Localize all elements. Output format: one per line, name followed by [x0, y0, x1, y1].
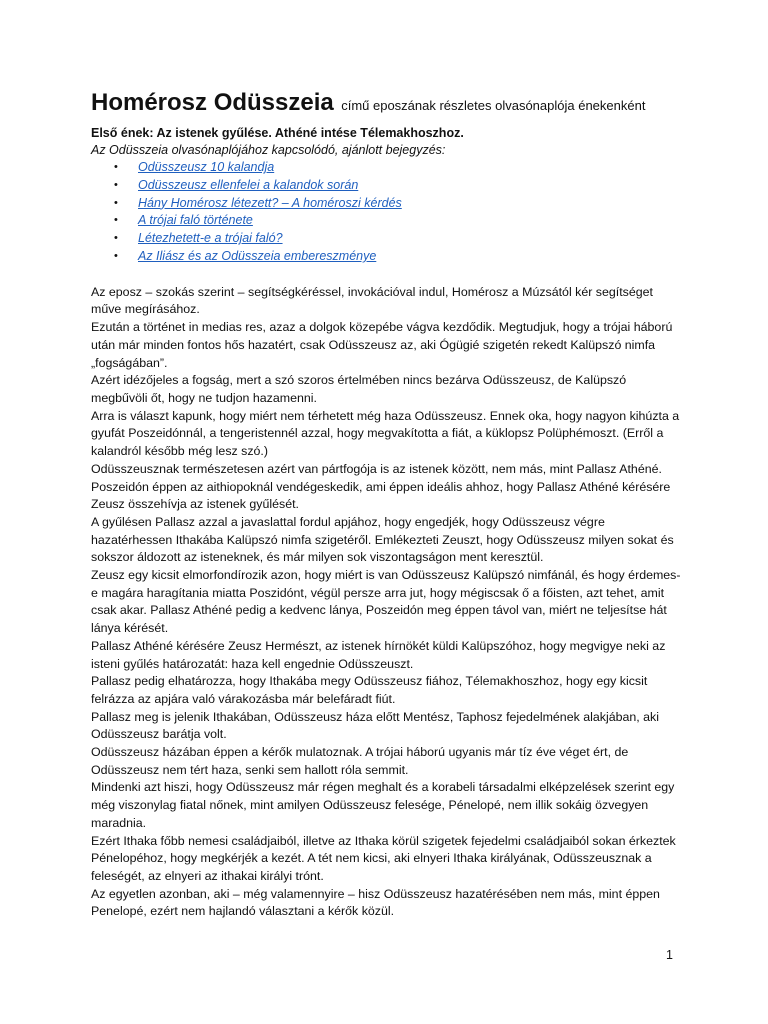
recommended-links-list	[91, 159, 683, 266]
paragraph: Odüsszeusz házában éppen a kérők mulatoznak. A trójai háború ugyanis már tíz éve véget ért, de Odüsszeusz nem tért haza, senki sem hallott róla semmit.	[91, 745, 629, 777]
paragraph: Poszeidón éppen az aithiopoknál vendégeskedik, ami éppen ideális ahhoz, hogy Pallasz Athéné kérésére Zeusz összehívja az istenek gyűlését.	[91, 479, 671, 512]
paragraph: Az egyetlen azonban, aki – még valamennyire – hisz Odüsszeusz hazatérésében nem más, mint éppen Penelopé, ezért nem hajlandó választani a kérők közül.	[91, 886, 660, 919]
paragraph: Pallasz pedig elhatározza, hogy Ithakába megy Odüsszeusz fiához, Télemakhoszhoz, hogy egy kicsit felrázza az apjára való várakozásba már belefáradt fiút.	[91, 674, 648, 706]
paragraph: Pallasz meg is jelenik Ithakában, Odüsszeusz háza előtt Mentész, Taphosz fejedelmének alakjában, aki Odüsszeusz barátja volt.	[91, 709, 659, 742]
list-item	[114, 195, 683, 213]
list-item	[114, 177, 683, 195]
page-number: 1	[666, 948, 673, 962]
bullet-icon: •	[114, 196, 118, 209]
link-emberesznye[interactable]: Az Iliász és az Odüsszeia embereszménye	[138, 248, 377, 263]
page-title: Homérosz Odüsszeia	[91, 89, 334, 116]
paragraph: Arra is választ kapunk, hogy miért nem térhetett még haza Odüsszeusz. Ennek oka, hogy nagyon kihúzta a gyufát Poszeidónnál, a tengeristennél azzal, hogy megvakította a fiát, a küklopsz Polüphémoszt. (Erről a kalandról később még lesz szó.)	[91, 408, 680, 459]
bullet-icon: •	[114, 232, 118, 245]
bullet-icon: •	[114, 161, 118, 173]
paragraph: Pallasz Athéné kérésére Zeusz Hermészt, az istenek hírnökét küldi Kalüpszóhoz, hogy megvigye neki az isteni gyűlés határozatát: haza kell engednie Odüsszeuszt.	[91, 638, 666, 671]
bullet-icon: •	[114, 178, 118, 191]
link-trojai-falo-tortenete[interactable]: A trójai faló története	[138, 213, 253, 228]
list-item	[114, 212, 683, 230]
paragraph: Odüsszeusznak természetesen azért van pártfogója is az istenek között, nem más, mint Pallasz Athéné.	[91, 461, 662, 476]
link-letezhetett-falo[interactable]: Létezhetett-e a trójai faló?	[138, 231, 283, 246]
list-item	[114, 230, 683, 248]
paragraph: A gyűlésen Pallasz azzal a javaslattal fordul apjához, hogy engedjék, hogy Odüsszeusz végre hazatérhessen Ithakába Kalüpszó nimfa szigetéről. Emlékezteti Zeuszt, hogy Odüsszeusz milyen sokat és sokszor áldozott az isteneknek, és már milyen sok viszontagságon ment keresztül.	[91, 514, 674, 565]
recommended-posts-label: Az Odüsszeia olvasónaplójához kapcsolódó, ajánlott bejegyzés:	[91, 143, 446, 157]
title-line	[91, 88, 683, 121]
body-text	[91, 284, 683, 921]
bullet-icon: •	[114, 249, 118, 262]
bullet-icon: •	[114, 214, 118, 227]
page-subtitle: című eposzának részletes olvasónaplója énekenként	[341, 98, 646, 113]
chapter-heading: Első ének: Az istenek gyűlése. Athéné intése Télemakhoszhoz.	[91, 126, 464, 140]
paragraph: Az eposz – szokás szerint – segítségkéréssel, invokációval indul, Homérosz a Múzsától kér segítséget műve megírásához.	[91, 284, 653, 317]
link-ellenfelei[interactable]: Odüsszeusz ellenfelei a kalandok során	[138, 177, 359, 192]
paragraph: Zeusz egy kicsit elmorfondírozik azon, hogy miért is van Odüsszeusz Kalüpszó nimfánál, és hogy érdemes-e magára haragítania miatta Poszidónt, végül persze arra jut, hogy mégiscsak ő a főisten, azt tehet, amit csak akar. Pallasz Athéné pedig a kedvenc lánya, Poszeidón meg éppen távol van, miért ne teljesítse hát lánya kérését.	[91, 568, 681, 636]
link-kalandok[interactable]: Odüsszeusz 10 kalandja	[138, 160, 275, 174]
paragraph: Ezután a történet in medias res, azaz a dolgok közepébe vágva kezdődik. Megtudjuk, hogy a trójai háború után már minden fontos hős hazatért, csak Odüsszeusz az, aki Ógügié szigetén rekedt Kalüpszó nimfa „fogságában”.	[91, 320, 673, 370]
document-page	[91, 88, 683, 921]
paragraph: Ezért Ithaka főbb nemesi családjaiból, illetve az Ithaka körül szigetek fejedelmi családjaiból sokan érkeztek Pénelopéhoz, hogy megkérjék a kezét. A tét nem kicsi, aki elnyeri Ithaka királyának, Odüsszeusznak a feleségét, az elnyeri az ithakai királyi trónt.	[91, 833, 676, 883]
paragraph: Azért idézőjeles a fogság, mert a szó szoros értelmében nincs bezárva Odüsszeusz, de Kalüpszó megbűvöli őt, hogy ne tudjon hazamenni.	[91, 373, 627, 405]
list-item	[114, 159, 683, 177]
link-homeroszi-kerdes[interactable]: Hány Homérosz létezett? – A homéroszi kérdés	[138, 195, 402, 210]
paragraph: Mindenki azt hiszi, hogy Odüsszeusz már régen meghalt és a korabeli társadalmi elképzelések szerint egy még viszonylag fiatal nőnek, mint amilyen Odüsszeusz felesége, Pénelopé, nem illik sokáig özvegyen maradnia.	[91, 780, 675, 830]
list-item	[114, 248, 683, 266]
